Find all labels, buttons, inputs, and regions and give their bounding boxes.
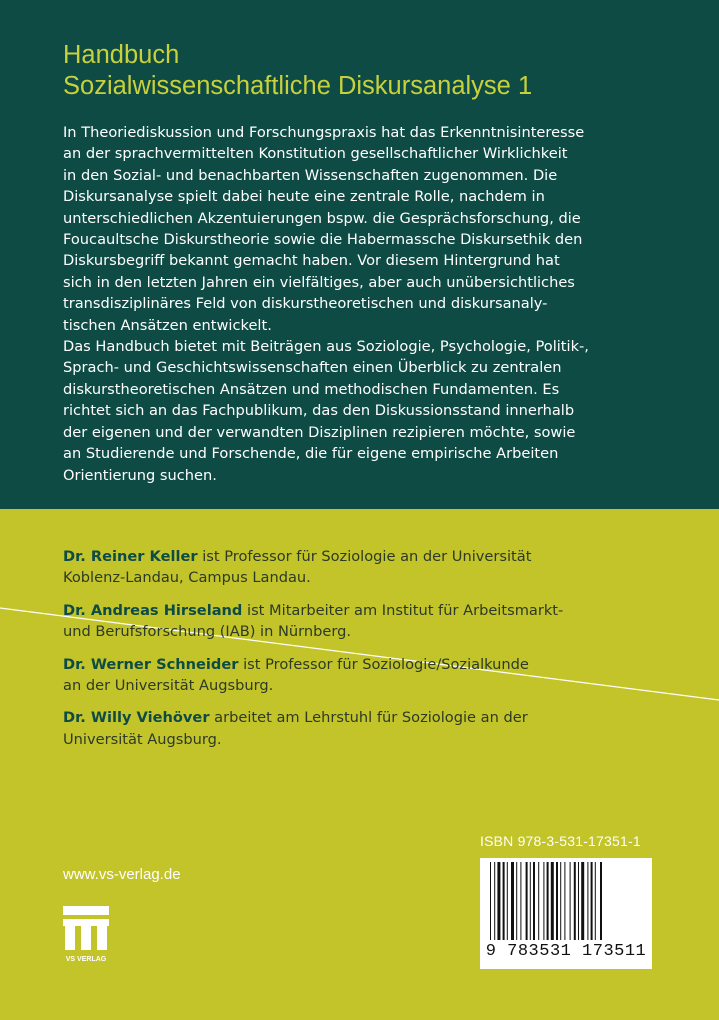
author-bio-continued: und Berufsforschung (IAB) in Nürnberg.	[63, 623, 352, 641]
blurb-line: Orientierung suchen.	[63, 466, 217, 484]
barcode-icon	[488, 862, 644, 942]
blurb-line: tischen Ansätzen entwickelt.	[63, 316, 272, 334]
logo-text: VS VERLAG	[65, 956, 107, 963]
author-name: Dr. Willy Viehöver	[63, 709, 210, 727]
barcode-bar	[543, 862, 544, 940]
blurb-line: Diskursanalyse spielt dabei heute eine zentrale Rolle, nachdem in	[63, 188, 545, 206]
author-list	[63, 546, 683, 761]
title-line-2: Sozialwissenschaftliche Diskursanalyse 1	[63, 72, 533, 100]
barcode-bar	[490, 862, 491, 940]
barcode-bar	[560, 862, 561, 940]
barcode-bar	[533, 862, 535, 940]
author-entry	[63, 600, 683, 643]
blurb-line: unterschiedlichen Akzentuierungen bspw. die Gesprächsforschung, die	[63, 209, 581, 227]
blurb-line: Das Handbuch bietet mit Beiträgen aus Soziologie, Psychologie, Politik-,	[63, 338, 589, 356]
author-name: Dr. Andreas Hirseland	[63, 601, 243, 619]
barcode-bar	[581, 862, 584, 940]
author-entry	[63, 707, 683, 750]
barcode-bar	[551, 862, 554, 940]
author-name: Dr. Werner Schneider	[63, 655, 239, 673]
blurb-line: sich in den letzten Jahren ein vielfältiges, aber auch unübersichtliches	[63, 273, 575, 291]
barcode-bar	[547, 862, 549, 940]
blurb-line: an Studierende und Forschende, die für eigene empirische Arbeiten	[63, 445, 559, 463]
publisher-website-link[interactable]: www.vs-verlag.de	[63, 866, 181, 883]
book-title	[63, 40, 532, 102]
author-bio-continued: an der Universität Augsburg.	[63, 677, 274, 695]
blurb-line: Diskursbegriff bekannt gemacht haben. Vor diesem Hintergrund hat	[63, 252, 560, 270]
barcode-bar	[556, 862, 558, 940]
barcode-bar	[507, 862, 508, 940]
barcode-bar	[497, 862, 500, 940]
barcode-bar	[526, 862, 528, 940]
barcode-bar	[520, 862, 521, 940]
barcode-bar	[600, 862, 602, 940]
barcode-bar	[587, 862, 588, 940]
blurb-line: der eigenen und der verwandten Disziplinen rezipieren möchte, sowie	[63, 423, 576, 441]
author-bio: ist Professor für Soziologie an der Universität	[197, 548, 532, 565]
author-bio-continued: Universität Augsburg.	[63, 730, 222, 748]
author-bio-continued: Koblenz-Landau, Campus Landau.	[63, 569, 311, 587]
author-bio: ist Mitarbeiter am Institut für Arbeitsmarkt-	[242, 601, 564, 619]
barcode-bar	[516, 862, 517, 940]
author-name: Dr. Reiner Keller	[63, 548, 198, 565]
blurb-line: Foucaultsche Diskurstheorie sowie die Habermassche Diskursethik den	[63, 231, 583, 249]
barcode-box	[480, 858, 652, 969]
barcode-bar	[578, 862, 579, 940]
blurb-line: In Theoriediskussion und Forschungspraxis hat das Erkenntnisinteresse	[63, 124, 585, 141]
blurb-line: diskurstheoretischen Ansätzen und methodischen Fundamenten. Es	[63, 380, 560, 398]
barcode-bar	[530, 862, 531, 940]
author-bio: arbeitet am Lehrstuhl für Soziologie an der	[209, 709, 528, 727]
author-entry	[63, 654, 683, 697]
title-line-1: Handbuch	[63, 41, 180, 69]
barcode-digits: 9 783531 173511	[485, 942, 647, 961]
blurb-line: richtet sich an das Fachpublikum, das den Diskussionsstand innerhalb	[63, 402, 575, 420]
barcode-bar	[595, 862, 596, 940]
blurb-line: an der sprachvermittelten Konstitution gesellschaftlicher Wirklichkeit	[63, 145, 568, 163]
barcode-bar	[511, 862, 514, 940]
blurb-line: Sprach- und Geschichtswissenschaften einen Überblick zu zentralen	[63, 359, 562, 377]
barcode-bar	[503, 862, 505, 940]
barcode-bar	[570, 862, 571, 940]
barcode-bar	[591, 862, 593, 940]
barcode-bar	[564, 862, 565, 940]
blurb-text	[63, 122, 663, 486]
author-bio: ist Professor für Soziologie/Sozialkunde	[238, 655, 529, 673]
isbn-label: ISBN 978-3-531-17351-1	[480, 833, 641, 849]
author-entry	[63, 546, 683, 589]
barcode-bar	[494, 862, 495, 940]
barcode-bar	[538, 862, 539, 940]
blurb-line: transdisziplinäres Feld von diskurstheoretischen und diskursanaly-	[63, 295, 548, 313]
barcode-bar	[574, 862, 576, 940]
blurb-line: in den Sozial- und benachbarten Wissenschaften zugenommen. Die	[63, 166, 558, 184]
vs-verlag-logo-icon	[63, 906, 109, 964]
